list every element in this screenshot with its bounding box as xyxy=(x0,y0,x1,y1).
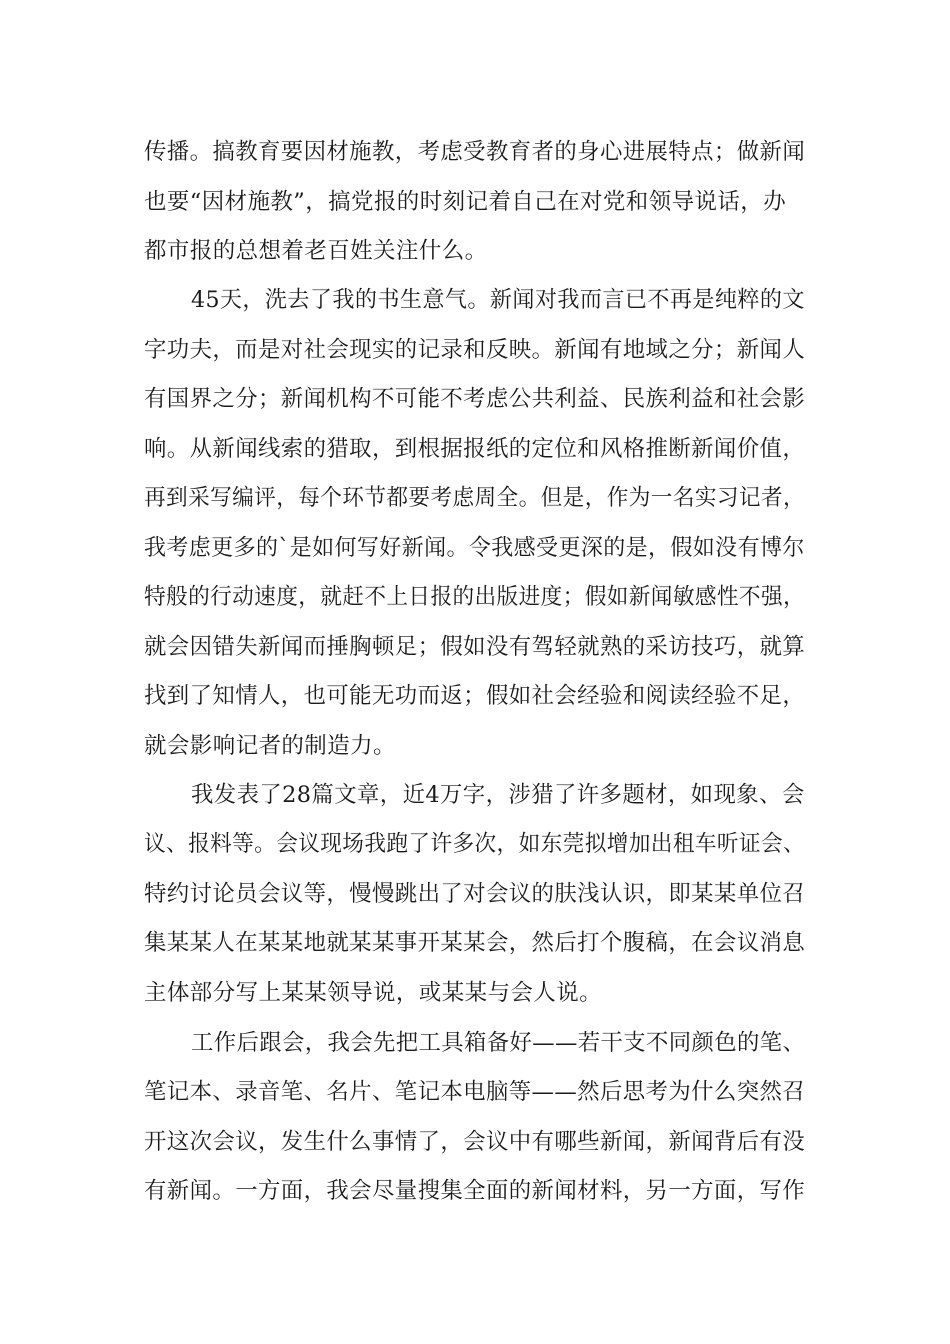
text-line: 集某某人在某某地就某某事开某某会，然后打个腹稿，在会议消息 xyxy=(144,930,806,956)
text-line: 议、报料等。会议现场我跑了许多次，如东莞拟增加出租车听证会、 xyxy=(144,831,806,857)
text-line: 主体部分写上某某领导说，或某某与会人说。 xyxy=(144,980,603,1006)
text-line: 就会影响记者的制造力。 xyxy=(144,733,396,759)
text-line: 响。从新闻线索的猎取，到根据报纸的定位和风格推断新闻价值， xyxy=(144,436,806,462)
text-line: 笔记本、录音笔、名片、笔记本电脑等——然后思考为什么突然召 xyxy=(144,1079,806,1105)
text-line: 开这次会议，发生什么事情了，会议中有哪些新闻，新闻背后有没 xyxy=(144,1129,806,1155)
text-line: 有国界之分；新闻机构不可能不考虑公共利益、民族利益和社会影 xyxy=(144,386,806,412)
text-line: 特般的行动速度，就赶不上日报的出版进度；假如新闻敏感性不强， xyxy=(144,584,806,610)
text-line: 都市报的总想着老百姓关注什么。 xyxy=(144,238,488,264)
paragraph-first-line: 我发表了28篇文章，近4万字，涉猎了许多题材，如现象、会 xyxy=(191,782,805,808)
text-line: 也要“因材施教”，搞党报的时刻记着自己在对党和领导说话，办 xyxy=(144,189,787,215)
text-line: 特约讨论员会议等，慢慢跳出了对会议的肤浅认识，即某某单位召 xyxy=(144,881,806,907)
text-line: 字功夫，而是对社会现实的记录和反映。新闻有地域之分；新闻人 xyxy=(144,337,806,363)
text-line: 有新闻。一方面，我会尽量搜集全面的新闻材料，另一方面，写作 xyxy=(144,1178,806,1204)
text-line: 传播。搞教育要因材施教，考虑受教育者的身心进展特点；做新闻 xyxy=(144,139,806,165)
text-line: 我考虑更多的`是如何写好新闻。令我感受更深的是，假如没有博尔 xyxy=(144,535,805,561)
paragraph-first-line: 45天，洗去了我的书生意气。新闻对我而言已不再是纯粹的文 xyxy=(191,287,805,313)
text-line: 就会因错失新闻而捶胸顿足；假如没有驾轻就熟的采访技巧，就算 xyxy=(144,634,806,660)
text-line: 再到采写编评，每个环节都要考虑周全。但是，作为一名实习记者， xyxy=(144,485,806,511)
text-line: 找到了知情人，也可能无功而返；假如社会经验和阅读经验不足， xyxy=(144,683,806,709)
paragraph-first-line: 工作后跟会，我会先把工具箱备好——若干支不同颜色的笔、 xyxy=(191,1030,806,1056)
